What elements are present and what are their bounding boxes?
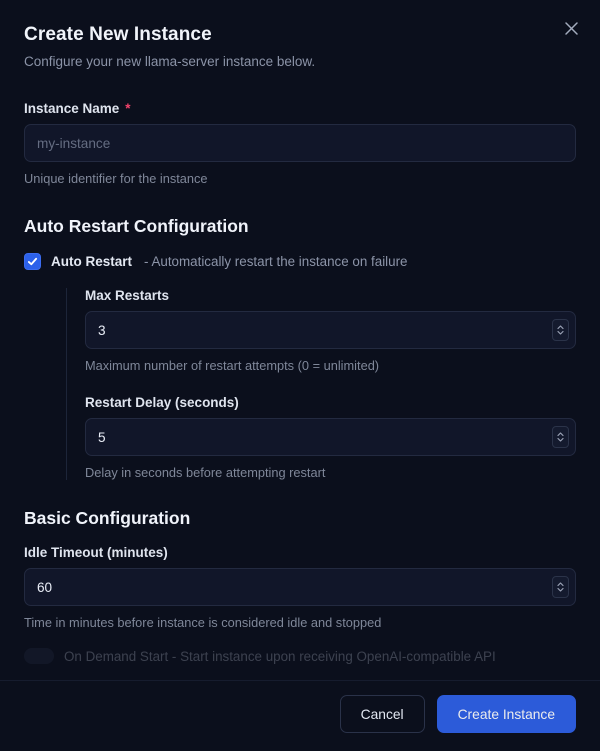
auto-restart-checkbox[interactable] xyxy=(24,253,41,270)
auto-restart-checkbox-row xyxy=(24,253,576,270)
on-demand-start-row[interactable] xyxy=(24,648,576,664)
on-demand-start-label: On Demand Start - Start instance upon receiving OpenAI-compatible API xyxy=(64,648,496,664)
dialog-subtitle: Configure your new llama-server instance below. xyxy=(24,54,316,69)
idle-timeout-field xyxy=(24,545,576,630)
idle-timeout-label: Idle Timeout (minutes) xyxy=(24,545,168,560)
max-restarts-stepper[interactable] xyxy=(552,319,569,341)
basic-configuration-section xyxy=(24,508,576,664)
restart-delay-helper: Delay in seconds before attempting restart xyxy=(85,465,326,480)
auto-restart-section-title: Auto Restart Configuration xyxy=(24,216,249,236)
instance-name-label xyxy=(24,101,576,116)
idle-timeout-stepper[interactable] xyxy=(552,576,569,598)
restart-delay-input[interactable] xyxy=(85,418,576,456)
basic-section-title: Basic Configuration xyxy=(24,508,191,528)
auto-restart-label: Auto Restart xyxy=(51,254,133,269)
max-restarts-field xyxy=(85,288,576,373)
dialog-footer xyxy=(0,680,600,751)
on-demand-start-toggle[interactable] xyxy=(24,648,54,664)
max-restarts-label: Max Restarts xyxy=(85,288,170,303)
create-instance-button[interactable]: Create Instance xyxy=(437,695,576,733)
instance-name-input[interactable] xyxy=(24,124,576,162)
instance-name-label-text: Instance Name xyxy=(24,101,120,116)
max-restarts-input[interactable] xyxy=(85,311,576,349)
dialog-body xyxy=(0,69,600,680)
required-marker: * xyxy=(125,101,131,116)
page-title: Create New Instance xyxy=(24,24,212,45)
idle-timeout-helper: Time in minutes before instance is considered idle and stopped xyxy=(24,615,382,630)
idle-timeout-input[interactable] xyxy=(24,568,576,606)
restart-delay-field xyxy=(85,395,576,480)
auto-restart-section xyxy=(24,216,576,480)
dialog-header xyxy=(0,0,600,69)
close-icon[interactable] xyxy=(560,17,582,39)
auto-restart-subfields xyxy=(66,288,576,480)
restart-delay-label: Restart Delay (seconds) xyxy=(85,395,239,410)
instance-name-field xyxy=(24,101,576,186)
max-restarts-helper: Maximum number of restart attempts (0 = unlimited) xyxy=(85,358,380,373)
instance-name-helper: Unique identifier for the instance xyxy=(24,171,208,186)
restart-delay-stepper[interactable] xyxy=(552,426,569,448)
cancel-button[interactable]: Cancel xyxy=(340,695,425,733)
auto-restart-description: - Automatically restart the instance on failure xyxy=(144,254,408,269)
